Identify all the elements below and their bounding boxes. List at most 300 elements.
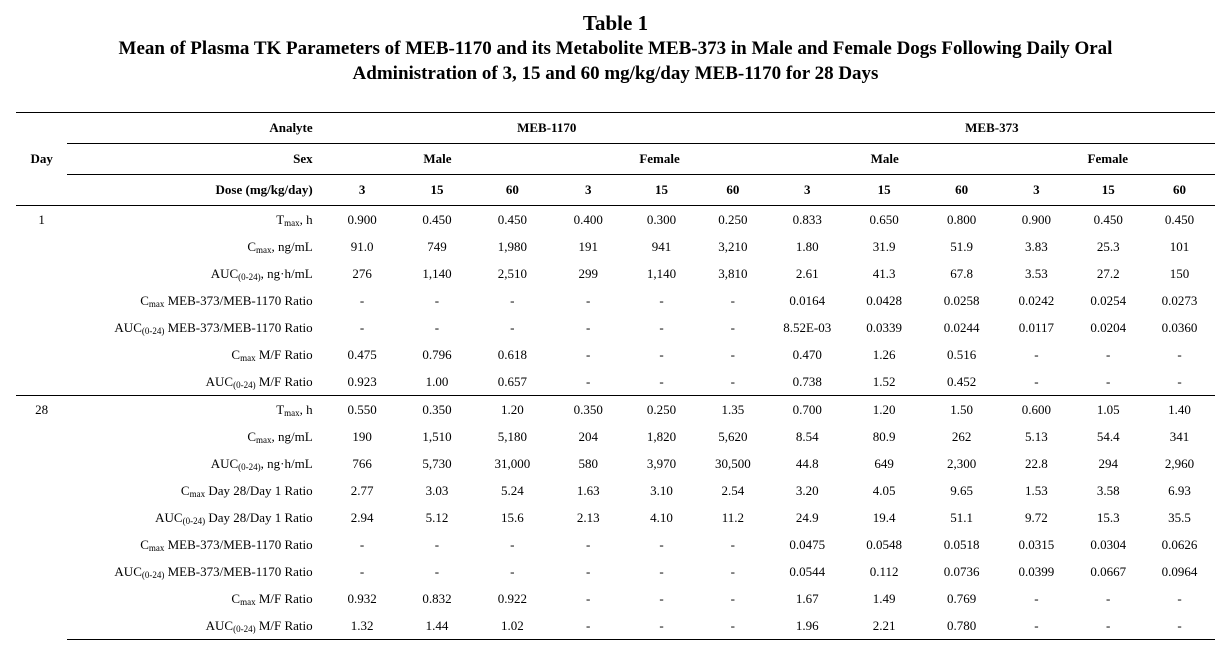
- table-cell: 0.618: [497, 346, 527, 362]
- table-cell: -: [1106, 373, 1111, 389]
- table-cell: -: [659, 346, 664, 362]
- table-cell: 0.300: [626, 206, 697, 234]
- table-cell: 8.52E-03: [783, 319, 832, 335]
- table-cell: 5,730: [422, 455, 452, 471]
- table-cell: 0.932: [347, 590, 377, 606]
- parameter-subscript: max: [256, 434, 272, 445]
- parameter-label: [67, 287, 324, 314]
- dose-header: 60: [923, 175, 1001, 206]
- parameter-suffix: MEB-373/MEB-1170 Ratio: [164, 292, 313, 308]
- table-cell: 3.58: [1096, 482, 1120, 498]
- parameter-subscript: max: [189, 488, 206, 499]
- parameter-suffix: MEB-373/MEB-1170 Ratio: [164, 563, 313, 579]
- day-header: Day: [16, 113, 67, 206]
- table-cell: -: [730, 346, 736, 362]
- table-cell: 0.550: [325, 396, 400, 424]
- table-cell: 24.9: [795, 509, 819, 525]
- parameter-label: [67, 423, 324, 450]
- table-cell: 0.657: [497, 373, 527, 389]
- table-cell: 8.54: [795, 428, 819, 444]
- parameter-name: T: [276, 211, 285, 227]
- table-cell: 294: [1098, 455, 1118, 471]
- parameter-suffix: , h: [299, 401, 313, 417]
- table-cell: 27.2: [1096, 265, 1120, 281]
- table-row: [16, 396, 1215, 424]
- table-cell: -: [626, 612, 697, 640]
- table-cell: 1.50: [923, 396, 1001, 424]
- table-cell: 2,510: [497, 265, 527, 281]
- parameter-subscript: max: [148, 298, 165, 309]
- parameter-suffix: , ng·h/mL: [260, 455, 313, 471]
- parameter-subscript: (0-24): [233, 379, 256, 390]
- header-row-sex: [16, 144, 1215, 175]
- table-cell: -: [1177, 373, 1182, 389]
- dose-header: 3: [769, 175, 846, 206]
- table-cell: 2.21: [846, 612, 923, 640]
- table-cell: -: [1106, 590, 1111, 606]
- table-cell: 80.9: [872, 428, 896, 444]
- table-cell: 51.9: [950, 238, 973, 254]
- table-cell: -: [434, 536, 440, 552]
- table-row: [16, 531, 1215, 558]
- table-cell: 15.6: [500, 509, 524, 525]
- table-cell: 0.796: [422, 346, 452, 362]
- table-cell: -: [586, 373, 591, 389]
- table-cell: -: [359, 319, 365, 335]
- table-cell: 1,510: [422, 428, 452, 444]
- table-cell: 649: [874, 455, 894, 471]
- table-cell: 2.77: [350, 482, 374, 498]
- parameter-name: AUC: [205, 617, 234, 633]
- sex-header: Male: [769, 144, 1001, 175]
- table-cell: 580: [578, 455, 598, 471]
- parameter-suffix: MEB-373/MEB-1170 Ratio: [164, 319, 313, 335]
- table-cell: 1.20: [846, 396, 923, 424]
- table-row: [16, 612, 1215, 640]
- table-row: [16, 368, 1215, 396]
- table-cell: -: [730, 373, 736, 389]
- table-cell: 1.53: [1025, 482, 1048, 498]
- table-row: [16, 287, 1215, 314]
- table-row: [16, 477, 1215, 504]
- table-cell: 1.52: [872, 373, 896, 389]
- table-cell: 4.10: [650, 509, 673, 525]
- table-cell: 3.83: [1025, 238, 1048, 254]
- table-cell: 0.450: [400, 206, 475, 234]
- table-cell: 2,300: [946, 455, 977, 471]
- table-cell: 0.0399: [1018, 563, 1055, 579]
- table-cell: 0.900: [1001, 206, 1073, 234]
- table-cell: 0.0117: [1018, 319, 1055, 335]
- table-cell: 41.3: [872, 265, 896, 281]
- table-cell: 1.26: [872, 346, 896, 362]
- parameter-label: [67, 206, 324, 234]
- table-cell: 0.0204: [1090, 319, 1127, 335]
- table-cell: 15.3: [1096, 509, 1120, 525]
- table-cell: 1,140: [646, 265, 677, 281]
- table-cell: 3,210: [718, 238, 748, 254]
- table-cell: -: [730, 563, 736, 579]
- table-cell: 0.0964: [1161, 563, 1198, 579]
- table-cell: 0.450: [1072, 206, 1144, 234]
- parameter-name: T: [276, 401, 285, 417]
- sex-label: Sex: [67, 144, 324, 175]
- dose-header: 60: [697, 175, 769, 206]
- table-cell: 1,140: [422, 265, 452, 281]
- parameter-name: AUC: [210, 455, 239, 471]
- table-cell: -: [434, 563, 440, 579]
- parameter-subscript: (0-24): [141, 569, 165, 580]
- table-cell: 2.61: [795, 265, 819, 281]
- table-cell: 150: [1169, 265, 1190, 281]
- parameter-name: AUC: [205, 373, 234, 389]
- parameter-name: C: [140, 292, 149, 308]
- table-cell: -: [510, 563, 515, 579]
- table-cell: -: [510, 292, 515, 308]
- table-cell: 0.0736: [943, 563, 980, 579]
- table-cell: -: [1034, 590, 1039, 606]
- sex-header: Female: [550, 144, 769, 175]
- table-cell: -: [659, 536, 664, 552]
- table-cell: 0.0518: [943, 536, 980, 552]
- table-cell: 1.00: [425, 373, 449, 389]
- table-number: Table 1: [582, 11, 649, 35]
- table-cell: -: [586, 590, 591, 606]
- parameter-label: [67, 504, 324, 531]
- table-cell: 0.475: [347, 346, 377, 362]
- table-cell: 3.10: [650, 482, 673, 498]
- table-cell: 3.20: [795, 482, 819, 498]
- table-row: [16, 423, 1215, 450]
- table-cell: 0.250: [626, 396, 697, 424]
- parameter-name: C: [140, 536, 149, 552]
- parameter-name: C: [247, 428, 256, 444]
- table-cell: 0.0626: [1161, 536, 1198, 552]
- table-row: [16, 314, 1215, 341]
- parameter-label: [67, 233, 324, 260]
- table-cell: -: [586, 319, 591, 335]
- table-cell: 0.700: [769, 396, 846, 424]
- table-cell: -: [1034, 346, 1039, 362]
- table-cell: 0.833: [769, 206, 846, 234]
- dose-header: 15: [846, 175, 923, 206]
- table-body: [16, 206, 1215, 640]
- table-cell: 19.4: [872, 509, 896, 525]
- table-cell: 101: [1169, 238, 1190, 254]
- table-cell: -: [1144, 612, 1215, 640]
- table-cell: 0.0667: [1090, 563, 1127, 579]
- table-cell: 0.738: [792, 373, 822, 389]
- dose-header: 60: [474, 175, 550, 206]
- analyte-label: Analyte: [67, 113, 324, 144]
- table-cell: -: [359, 563, 365, 579]
- parameter-name: C: [231, 346, 241, 362]
- table-cell: 5,620: [718, 428, 748, 444]
- table-cell: 0.112: [869, 563, 899, 579]
- table-cell: 0.900: [325, 206, 400, 234]
- parameter-suffix: , ng·h/mL: [260, 265, 313, 281]
- table-cell: -: [659, 292, 664, 308]
- table-cell: 1.96: [769, 612, 846, 640]
- table-cell: 1.05: [1072, 396, 1144, 424]
- analyte-header-meb-373: MEB-373: [769, 113, 1215, 144]
- table-row: [16, 206, 1215, 234]
- table-cell: 0.450: [1144, 206, 1215, 234]
- table-cell: 1.49: [872, 590, 896, 606]
- table-cell: 0.650: [846, 206, 923, 234]
- parameter-label: [67, 585, 324, 612]
- parameter-name: C: [180, 482, 190, 498]
- table-cell: -: [659, 563, 664, 579]
- table-cell: -: [359, 292, 365, 308]
- table-cell: 299: [578, 265, 598, 281]
- parameter-label: [67, 341, 324, 368]
- parameter-subscript: max: [148, 542, 165, 553]
- table-cell: 2.94: [350, 509, 374, 525]
- table-cell: 31.9: [872, 238, 896, 254]
- parameter-suffix: MEB-373/MEB-1170 Ratio: [164, 536, 313, 552]
- parameter-subscript: (0-24): [238, 461, 261, 472]
- table-row: [16, 233, 1215, 260]
- table-cell: 0.0315: [1018, 536, 1055, 552]
- parameter-subscript: (0-24): [238, 271, 261, 282]
- table-cell: 1.67: [795, 590, 819, 606]
- table-cell: 1.20: [474, 396, 550, 424]
- parameter-suffix: , h: [299, 211, 313, 227]
- dose-header: 15: [400, 175, 475, 206]
- parameter-suffix: M/F Ratio: [255, 346, 313, 362]
- table-cell: -: [1177, 346, 1182, 362]
- dose-label: Dose (mg/kg/day): [67, 175, 324, 206]
- table-cell: 0.0548: [866, 536, 903, 552]
- parameter-suffix: M/F Ratio: [255, 617, 313, 633]
- table-cell: 0.350: [400, 396, 475, 424]
- table-cell: 0.0304: [1090, 536, 1127, 552]
- table-cell: 0.0360: [1161, 319, 1198, 335]
- table-cell: 0.0428: [866, 292, 903, 308]
- table-cell: 2.13: [576, 509, 600, 525]
- parameter-label: [67, 558, 324, 585]
- dose-header: 3: [1001, 175, 1073, 206]
- table-cell: 11.2: [721, 509, 744, 525]
- table-cell: 0.450: [474, 206, 550, 234]
- table-cell: -: [1072, 612, 1144, 640]
- table-cell: 0.0339: [866, 319, 903, 335]
- table-cell: 0.452: [946, 373, 977, 389]
- dose-header: 15: [626, 175, 697, 206]
- table-cell: 0.470: [792, 346, 822, 362]
- table-cell: -: [1001, 612, 1073, 640]
- table-cell: 0.922: [497, 590, 527, 606]
- table-cell: 35.5: [1168, 509, 1191, 525]
- table-cell: 0.0475: [789, 536, 826, 552]
- table-title-block: [0, 10, 1231, 86]
- table-cell: 1.40: [1144, 396, 1215, 424]
- table-cell: 9.65: [950, 482, 973, 498]
- table-cell: 0.0254: [1090, 292, 1127, 308]
- dose-header: 3: [550, 175, 626, 206]
- table-cell: 0.0544: [789, 563, 826, 579]
- parameter-subscript: max: [240, 596, 256, 607]
- table-cell: 341: [1169, 428, 1190, 444]
- table-cell: 749: [427, 238, 447, 254]
- table-cell: 941: [651, 238, 672, 254]
- table-cell: -: [586, 536, 591, 552]
- table-row: [16, 504, 1215, 531]
- table-row: [16, 450, 1215, 477]
- table-cell: 1.02: [474, 612, 550, 640]
- table-cell: 22.8: [1025, 455, 1048, 471]
- header-row-analyte: [16, 113, 1215, 144]
- table-cell: 4.05: [872, 482, 896, 498]
- parameter-suffix: Day 28/Day 1 Ratio: [205, 482, 313, 498]
- table-cell: -: [586, 292, 591, 308]
- parameter-suffix: M/F Ratio: [255, 590, 313, 606]
- table-cell: 3.03: [425, 482, 449, 498]
- parameter-name: C: [231, 590, 241, 606]
- table-cell: -: [1034, 373, 1039, 389]
- parameter-label: [67, 396, 324, 424]
- table-cell: 5,180: [497, 428, 527, 444]
- table-cell: -: [510, 536, 515, 552]
- table-cell: 1.32: [325, 612, 400, 640]
- day-value: 28: [16, 396, 67, 640]
- header-row-dose: [16, 175, 1215, 206]
- table-cell: -: [697, 612, 769, 640]
- table-cell: -: [586, 563, 591, 579]
- parameter-name: AUC: [114, 319, 142, 335]
- dose-header: 3: [325, 175, 400, 206]
- table-cell: 0.0242: [1018, 292, 1055, 308]
- table-row: [16, 558, 1215, 585]
- table-row: [16, 341, 1215, 368]
- table-cell: 5.24: [500, 482, 524, 498]
- table-cell: 0.832: [422, 590, 452, 606]
- dose-header: 60: [1144, 175, 1215, 206]
- table-cell: 3,810: [718, 265, 748, 281]
- parameter-label: [67, 531, 324, 558]
- table-cell: 190: [352, 428, 372, 444]
- table-cell: 0.780: [923, 612, 1001, 640]
- table-cell: 1,820: [646, 428, 677, 444]
- parameter-subscript: max: [284, 217, 300, 228]
- parameter-label: [67, 450, 324, 477]
- table-cell: 0.350: [550, 396, 626, 424]
- table-cell: 1.80: [795, 238, 819, 254]
- parameter-suffix: , ng/mL: [271, 428, 313, 444]
- table-cell: 67.8: [950, 265, 973, 281]
- table-row: [16, 585, 1215, 612]
- table-cell: 0.923: [347, 373, 377, 389]
- parameter-label: [67, 368, 324, 396]
- parameter-label: [67, 314, 324, 341]
- table-cell: -: [730, 319, 736, 335]
- table-cell: 91.0: [350, 238, 374, 254]
- parameter-subscript: (0-24): [182, 515, 206, 526]
- table-caption-line-1: Mean of Plasma TK Parameters of MEB-1170 and its Metabolite MEB-373 in Male and Female Dogs Following Daily Oral: [118, 38, 1113, 59]
- table-cell: 54.4: [1096, 428, 1120, 444]
- table-cell: 2,960: [1164, 455, 1195, 471]
- table-cell: 51.1: [950, 509, 973, 525]
- table-cell: 0.0258: [943, 292, 980, 308]
- table-cell: 0.0244: [943, 319, 980, 335]
- parameter-suffix: Day 28/Day 1 Ratio: [205, 509, 313, 525]
- table-cell: 1.63: [576, 482, 600, 498]
- table-cell: -: [659, 590, 664, 606]
- table-cell: -: [550, 612, 626, 640]
- parameter-subscript: (0-24): [233, 623, 256, 634]
- table-cell: -: [659, 373, 664, 389]
- parameter-subscript: (0-24): [141, 325, 165, 336]
- parameter-subscript: max: [284, 407, 300, 418]
- table-cell: 0.800: [923, 206, 1001, 234]
- table-cell: -: [730, 536, 736, 552]
- day-value: 1: [16, 206, 67, 396]
- table-cell: 3.53: [1025, 265, 1048, 281]
- table-cell: 276: [352, 265, 372, 281]
- table-cell: 0.600: [1001, 396, 1073, 424]
- table-cell: 0.0164: [789, 292, 826, 308]
- parameter-label: [67, 260, 324, 287]
- table-cell: 262: [951, 428, 972, 444]
- table-cell: 0.250: [697, 206, 769, 234]
- table-row: [16, 260, 1215, 287]
- table-cell: -: [510, 319, 515, 335]
- table-cell: 1.35: [697, 396, 769, 424]
- sex-header: Female: [1001, 144, 1215, 175]
- table-cell: 0.769: [946, 590, 977, 606]
- table-cell: 1,980: [497, 238, 527, 254]
- table-cell: -: [730, 590, 736, 606]
- parameter-label: [67, 612, 324, 640]
- dose-header: 15: [1072, 175, 1144, 206]
- parameter-suffix: , ng/mL: [271, 238, 313, 254]
- table-cell: 6.93: [1168, 482, 1191, 498]
- table-cell: -: [434, 319, 440, 335]
- table-cell: 191: [578, 238, 598, 254]
- table-cell: 1.44: [400, 612, 475, 640]
- parameter-subscript: max: [240, 352, 256, 363]
- table-cell: 0.400: [550, 206, 626, 234]
- table-cell: 766: [352, 455, 372, 471]
- parameter-name: AUC: [210, 265, 239, 281]
- table-cell: -: [730, 292, 736, 308]
- table-cell: 0.0273: [1161, 292, 1198, 308]
- table-cell: -: [586, 346, 591, 362]
- table-cell: 3,970: [646, 455, 677, 471]
- table-caption-line-2: Administration of 3, 15 and 60 mg/kg/day MEB-1170 for 28 Days: [352, 63, 879, 84]
- table-cell: 25.3: [1096, 238, 1120, 254]
- tk-parameters-table: [16, 112, 1215, 640]
- sex-header: Male: [325, 144, 551, 175]
- analyte-header-meb-1170: MEB-1170: [325, 113, 769, 144]
- parameter-subscript: max: [256, 244, 272, 255]
- table-cell: 9.72: [1025, 509, 1048, 525]
- table-cell: 31,000: [494, 455, 531, 471]
- parameter-name: C: [247, 238, 256, 254]
- table-cell: 5.12: [425, 509, 449, 525]
- table-cell: 0.516: [946, 346, 977, 362]
- table-cell: -: [434, 292, 440, 308]
- table-cell: 2.54: [721, 482, 745, 498]
- table-cell: 30,500: [714, 455, 751, 471]
- table-cell: -: [659, 319, 664, 335]
- table-cell: 5.13: [1025, 428, 1048, 444]
- table-cell: 204: [578, 428, 598, 444]
- table-cell: -: [1106, 346, 1111, 362]
- parameter-suffix: M/F Ratio: [255, 373, 313, 389]
- parameter-label: [67, 477, 324, 504]
